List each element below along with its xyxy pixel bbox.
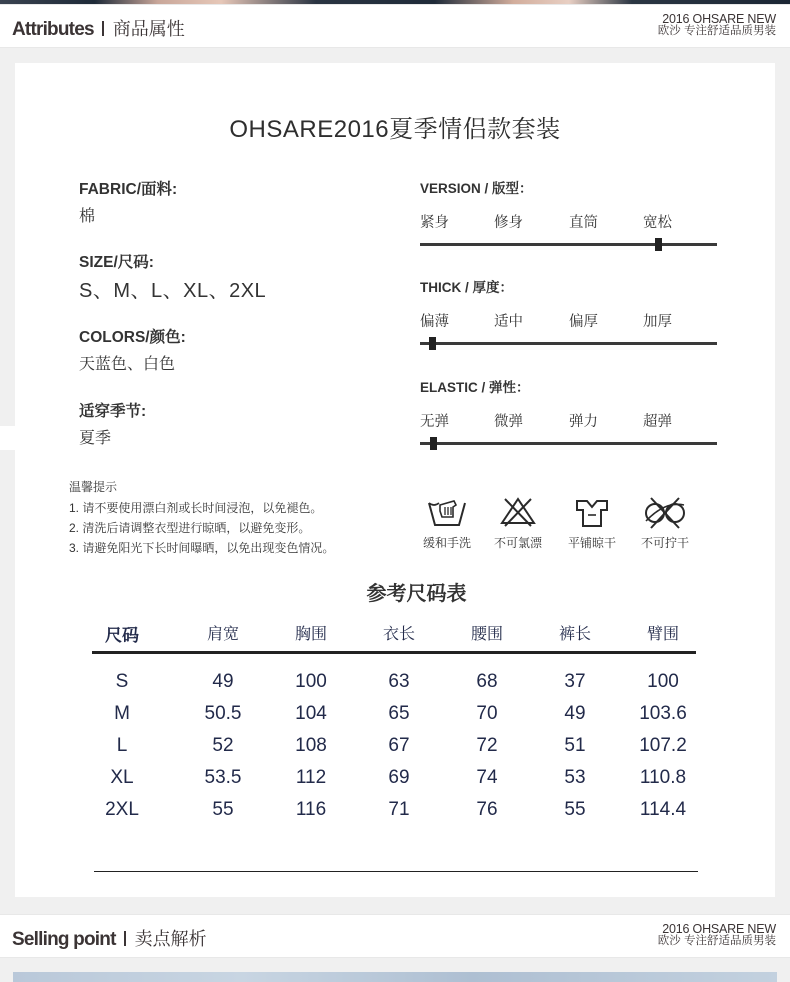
selling-point-photo bbox=[13, 972, 777, 982]
scale-option: 偏薄 bbox=[420, 314, 449, 330]
size-chart-cell: 63 bbox=[388, 671, 410, 692]
size-chart-row bbox=[92, 793, 696, 825]
scale-track bbox=[420, 442, 717, 445]
care-item-no-wring bbox=[630, 495, 700, 551]
care-label: 不可拧干 bbox=[640, 536, 689, 550]
selling-point-title bbox=[12, 925, 207, 951]
scale-thick bbox=[420, 276, 720, 345]
selling-title-cn: 卖点解析 bbox=[134, 929, 207, 949]
size-chart-cell: 108 bbox=[295, 735, 327, 756]
scale-version bbox=[420, 177, 720, 246]
scale-elastic bbox=[420, 376, 720, 445]
size-chart-cell: L bbox=[116, 735, 128, 756]
selling-title-en: Selling point bbox=[12, 929, 116, 950]
size-chart-header-cell: 肩宽 bbox=[206, 626, 240, 643]
care-item-dry-flat bbox=[557, 495, 627, 551]
size-chart-cell: 114.4 bbox=[639, 799, 687, 820]
side-notch bbox=[0, 426, 15, 450]
scale-option: 宽松 bbox=[643, 215, 672, 231]
scale-option: 加厚 bbox=[643, 314, 672, 330]
size-chart-cell: 49 bbox=[564, 703, 586, 724]
scale-option: 无弹 bbox=[420, 414, 449, 430]
size-chart-cell: 76 bbox=[476, 799, 498, 820]
size-chart-cell: 116 bbox=[295, 799, 327, 820]
care-label: 缓和手洗 bbox=[422, 536, 471, 550]
size-chart-header-row bbox=[92, 615, 696, 654]
attr-value: 天蓝色、白色 bbox=[79, 356, 176, 373]
scale-option: 超弹 bbox=[643, 414, 672, 430]
size-chart-cell: 100 bbox=[295, 671, 327, 692]
size-chart-header-cell: 臂围 bbox=[646, 626, 680, 643]
size-chart-row bbox=[92, 761, 696, 793]
size-chart-cell: 107.2 bbox=[639, 735, 687, 756]
attr-label: SIZE/尺码: bbox=[79, 254, 154, 271]
attr-colors bbox=[79, 325, 186, 374]
size-chart-row bbox=[92, 697, 696, 729]
size-chart-cell: S bbox=[115, 671, 129, 692]
size-chart-header-cell: 衣长 bbox=[382, 626, 416, 643]
size-chart-cell: M bbox=[114, 703, 130, 724]
scale-option: 紧身 bbox=[420, 215, 449, 231]
scale-knob bbox=[429, 337, 436, 350]
scale-option: 修身 bbox=[494, 215, 523, 231]
size-chart-cell: 112 bbox=[295, 767, 327, 788]
attributes-title-en: Attributes bbox=[12, 19, 94, 40]
bottom-divider bbox=[94, 871, 698, 872]
title-separator bbox=[102, 21, 104, 36]
size-chart-cell: 71 bbox=[388, 799, 410, 820]
size-chart-cell: 68 bbox=[476, 671, 498, 692]
scale-knob bbox=[655, 238, 662, 251]
size-chart-row bbox=[92, 665, 696, 697]
size-chart-cell: 65 bbox=[388, 703, 410, 724]
size-chart-cell: 55 bbox=[212, 799, 234, 820]
attr-fabric bbox=[79, 177, 177, 226]
attr-value: S、M、L、XL、2XL bbox=[79, 280, 267, 302]
size-chart-cell: 69 bbox=[388, 767, 410, 788]
attr-label: FABRIC/面料: bbox=[79, 181, 178, 198]
care-label: 不可氯漂 bbox=[493, 536, 542, 550]
size-chart-cell: 49 bbox=[212, 671, 234, 692]
selling-point-header bbox=[0, 914, 790, 958]
size-chart-title: 参考尺码表 bbox=[366, 583, 467, 605]
scale-option: 弹力 bbox=[569, 414, 598, 430]
size-chart-header-cell: 腰围 bbox=[470, 626, 504, 643]
tip-item: 3. 请避免阳光下长时间曝晒，以免出现变色情况。 bbox=[69, 541, 335, 555]
size-chart-cell: 2XL bbox=[105, 799, 139, 820]
scale-track bbox=[420, 342, 717, 345]
brand-tagline bbox=[658, 13, 776, 37]
size-chart-cell: 51 bbox=[564, 735, 586, 756]
size-chart-cell: 110.8 bbox=[639, 767, 687, 788]
dry-flat-icon bbox=[571, 495, 613, 529]
size-chart-cell: 74 bbox=[476, 767, 498, 788]
size-chart-cell: 103.6 bbox=[639, 703, 687, 724]
size-chart-header-cell: 胸围 bbox=[294, 626, 328, 643]
size-chart-header-cell: 尺码 bbox=[105, 626, 139, 645]
size-chart-cell: 53 bbox=[564, 767, 586, 788]
scale-label: VERSION / 版型： bbox=[420, 181, 533, 196]
scale-knob bbox=[430, 437, 437, 450]
hand-wash-icon bbox=[426, 495, 468, 529]
attr-value: 棉 bbox=[79, 208, 96, 225]
size-chart-cell: 50.5 bbox=[204, 703, 242, 724]
scale-option: 偏厚 bbox=[569, 314, 598, 330]
brand-line-1: 2016 OHSARE NEW bbox=[662, 12, 776, 26]
brand-tagline bbox=[658, 923, 776, 947]
attr-size bbox=[79, 250, 266, 303]
brand-line-1: 2016 OHSARE NEW bbox=[662, 922, 776, 936]
no-bleach-icon bbox=[497, 495, 539, 529]
size-chart-cell: 72 bbox=[476, 735, 498, 756]
size-chart-cell: 37 bbox=[564, 671, 586, 692]
attributes-title bbox=[12, 15, 185, 41]
tip-item: 2. 清洗后请调整衣型进行晾晒，以避免变形。 bbox=[69, 521, 311, 535]
care-tips bbox=[69, 478, 334, 558]
size-chart-cell: XL bbox=[110, 767, 134, 788]
care-item-hand-wash bbox=[412, 495, 482, 551]
brand-line-2: 欧沙 专注舒适品质男装 bbox=[657, 935, 776, 947]
size-chart-table bbox=[92, 615, 696, 825]
scale-label: ELASTIC / 弹性： bbox=[420, 380, 530, 395]
size-chart-header-cell: 裤长 bbox=[558, 626, 592, 643]
attributes-title-cn: 商品属性 bbox=[112, 19, 185, 39]
brand-line-2: 欧沙 专注舒适品质男装 bbox=[657, 25, 776, 37]
care-item-no-bleach bbox=[483, 495, 553, 551]
attr-season bbox=[79, 399, 146, 448]
size-chart-cell: 52 bbox=[212, 735, 234, 756]
care-label: 平铺晾干 bbox=[567, 536, 616, 550]
attr-label: COLORS/颜色: bbox=[79, 329, 186, 346]
size-chart-cell: 70 bbox=[476, 703, 498, 724]
scale-track bbox=[420, 243, 717, 246]
size-chart-cell: 53.5 bbox=[204, 767, 242, 788]
scale-option: 直筒 bbox=[569, 215, 598, 231]
size-chart-cell: 67 bbox=[388, 735, 410, 756]
size-chart-cell: 100 bbox=[647, 671, 679, 692]
size-chart-cell: 104 bbox=[295, 703, 327, 724]
product-title: OHSARE2016夏季情侣款套装 bbox=[229, 116, 561, 143]
attributes-header bbox=[0, 4, 790, 48]
scale-option: 适中 bbox=[494, 314, 523, 330]
attributes-card bbox=[15, 63, 775, 897]
attr-label: 适穿季节: bbox=[79, 403, 147, 420]
scale-option: 微弹 bbox=[494, 414, 523, 430]
size-chart-row bbox=[92, 729, 696, 761]
size-chart-cell: 55 bbox=[564, 799, 586, 820]
title-separator bbox=[124, 931, 126, 946]
attr-value: 夏季 bbox=[79, 430, 112, 447]
tip-item: 1. 请不要使用漂白剂或长时间浸泡，以免褪色。 bbox=[69, 501, 323, 515]
tips-title: 温馨提示 bbox=[69, 480, 118, 494]
scale-label: THICK / 厚度： bbox=[420, 280, 513, 295]
no-wring-icon bbox=[642, 495, 688, 529]
